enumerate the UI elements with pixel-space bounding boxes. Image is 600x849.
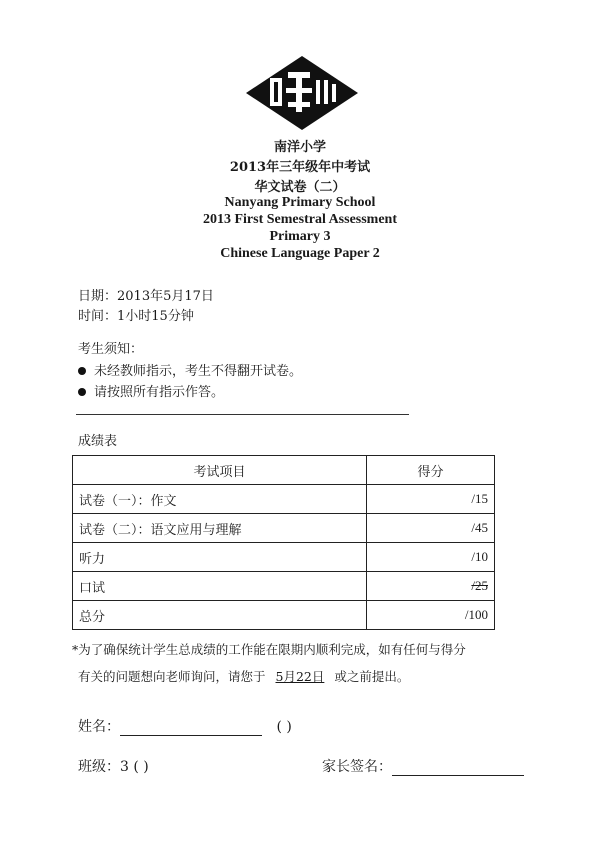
name-label: 姓名：	[78, 719, 120, 735]
table-row	[73, 543, 495, 572]
bullet-icon	[78, 367, 86, 375]
score-table-title: 成绩表	[78, 434, 118, 449]
note-line-2: 有关的问题想向老师询问，请您于 5月22日 或之前提出。	[78, 669, 410, 684]
divider	[76, 414, 409, 415]
row-item: 试卷（一）：作文	[73, 485, 367, 514]
school-logo	[244, 54, 360, 132]
parent-signature-label: 家长签名：	[322, 759, 392, 775]
table-row	[73, 514, 495, 543]
bullet-icon	[78, 388, 86, 396]
table-row	[73, 601, 495, 630]
exam-title-en: 2013 First Semestral Assessment	[202, 212, 398, 227]
exam-title-cn: 2013年三年级年中考试	[229, 160, 371, 175]
table-row	[73, 485, 495, 514]
level-en: Primary 3	[269, 229, 331, 244]
name-field	[78, 716, 292, 736]
row-score: /25	[471, 578, 488, 593]
parent-signature-field	[322, 756, 524, 776]
exam-duration: 时间：1小时15分钟	[78, 309, 194, 324]
row-item: 试卷（二）：语文应用与理解	[73, 514, 367, 543]
score-table	[72, 455, 495, 630]
row-score: /45	[367, 514, 495, 543]
paper-title-cn: 华文试卷（二）	[254, 180, 346, 195]
school-name-cn: 南洋小学	[273, 140, 326, 155]
deadline-date: 5月22日	[275, 669, 325, 684]
paper-title-en: Chinese Language Paper 2	[220, 246, 380, 261]
row-item: 口试	[73, 572, 367, 601]
class-field: 班级：3 ( )	[78, 759, 149, 775]
instruction-item: 未经教师指示，考生不得翻开试卷。	[78, 360, 302, 379]
row-item: 总分	[73, 601, 367, 630]
name-blank[interactable]	[120, 735, 262, 736]
signature-blank[interactable]	[392, 775, 524, 776]
instruction-item: 请按照所有指示作答。	[78, 381, 224, 400]
instructions-title: 考生须知：	[78, 342, 144, 357]
table-header-row	[73, 456, 495, 485]
exam-date: 日期：2013年5月17日	[78, 289, 214, 304]
column-header-score: 得分	[367, 456, 495, 485]
row-item: 听力	[73, 543, 367, 572]
table-row	[73, 572, 495, 601]
row-score: /15	[367, 485, 495, 514]
name-paren: ( )	[276, 719, 292, 735]
note-line-1: *为了确保统计学生总成绩的工作能在限期内顺利完成，如有任何与得分	[72, 642, 466, 657]
row-score: /100	[367, 601, 495, 630]
row-score: /10	[367, 543, 495, 572]
column-header-item: 考试项目	[73, 456, 367, 485]
school-name-en: Nanyang Primary School	[224, 195, 376, 210]
